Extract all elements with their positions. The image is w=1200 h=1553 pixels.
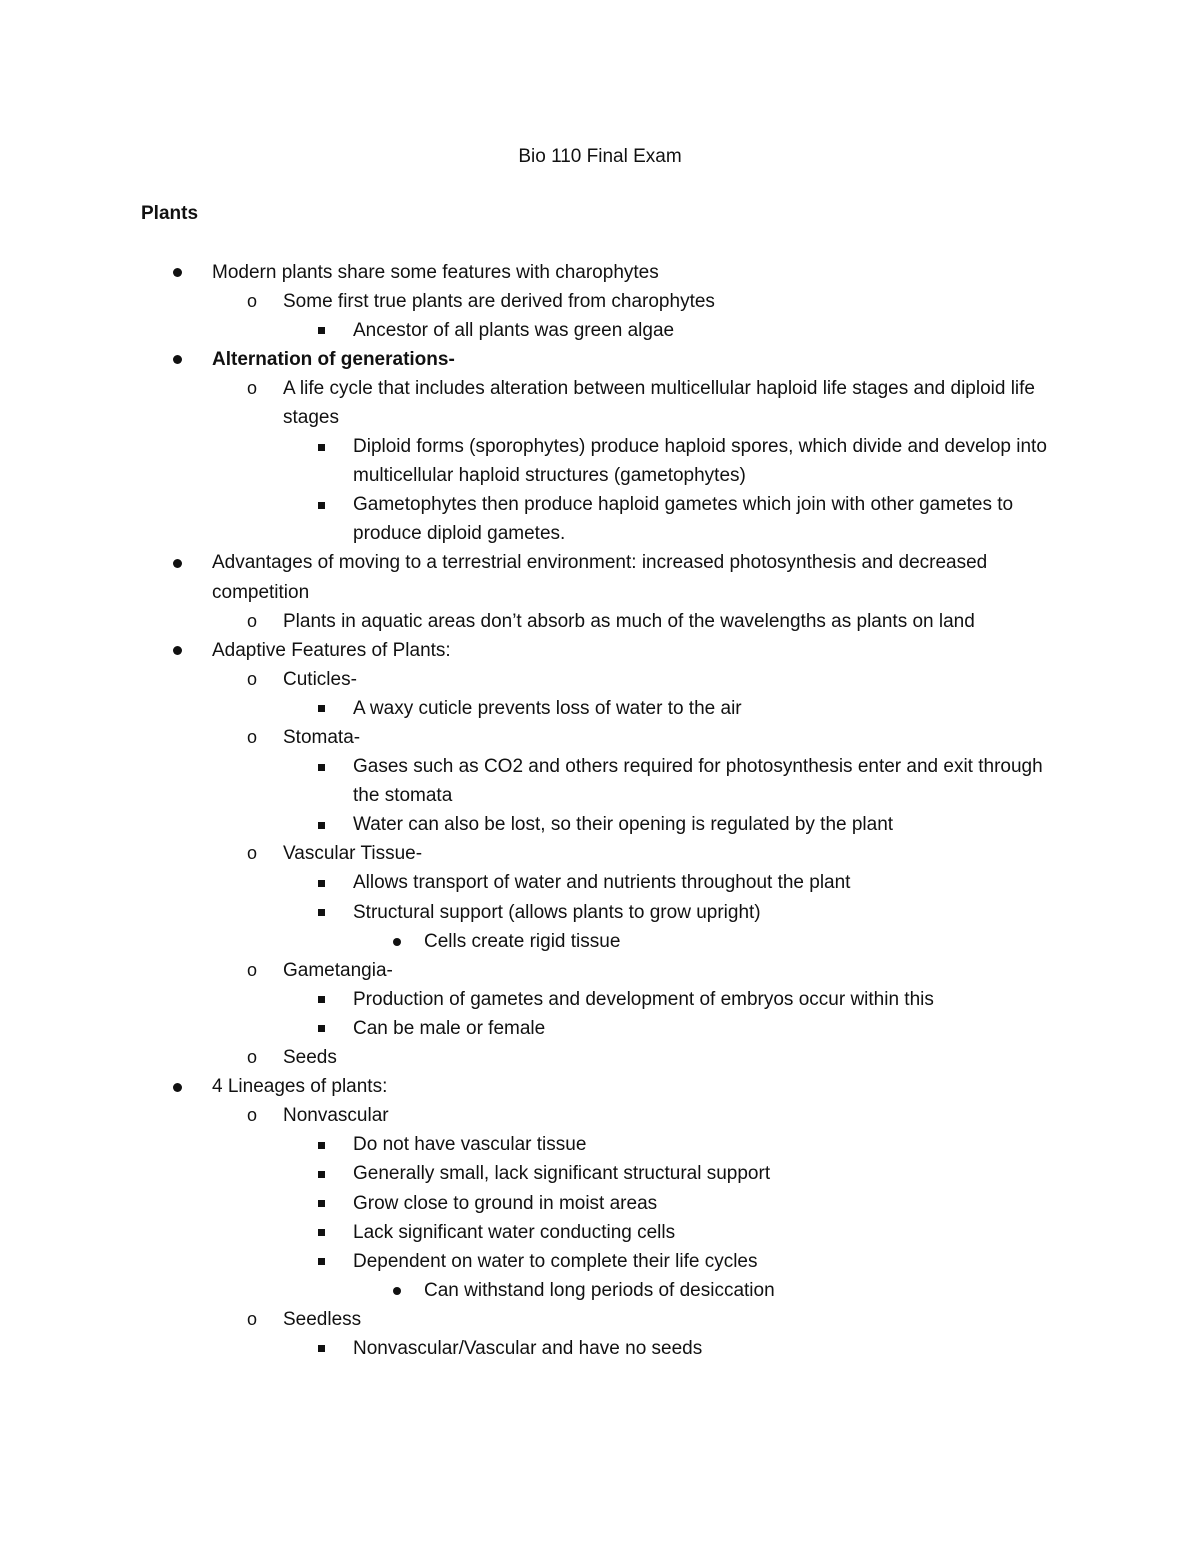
outline-item-text: Ancestor of all plants was green algae [353, 319, 675, 341]
square-bullet-icon [318, 868, 325, 897]
disc-bullet-icon [173, 636, 182, 665]
circle-bullet-icon: o [247, 668, 258, 689]
outline-item-level-1 [0, 956, 1055, 985]
outline-item-level-1 [0, 287, 1055, 316]
square-bullet-icon [318, 490, 325, 519]
outline-item-level-2 [0, 1014, 1053, 1043]
outline-item-text: A waxy cuticle prevents loss of water to the air [353, 697, 742, 719]
section-heading: Plants [141, 203, 199, 224]
outline-item-text: Seeds [283, 1047, 337, 1069]
square-bullet-icon [318, 810, 325, 839]
circle-bullet-icon: o [247, 1105, 258, 1126]
disc-bullet-icon [393, 1276, 401, 1305]
outline-item-level-1 [0, 839, 1055, 868]
outline-item-level-2 [0, 1218, 1053, 1247]
square-bullet-icon [318, 1130, 325, 1159]
outline-item-level-2 [0, 752, 1053, 810]
square-bullet-icon [318, 694, 325, 723]
outline-item-level-0 [0, 258, 1030, 287]
disc-bullet-icon [173, 258, 182, 287]
outline-item-text: Allows transport of water and nutrients throughout the plant [353, 872, 851, 894]
square-bullet-icon [318, 316, 325, 345]
circle-bullet-icon: o [247, 290, 258, 311]
square-bullet-icon [318, 898, 325, 927]
outline-item-level-0 [0, 636, 1030, 665]
outline-item-text: Advantages of moving to a terrestrial environment: increased photosynthesis and decreased competition [212, 552, 988, 603]
outline-item-level-1 [0, 1101, 1055, 1130]
outline-item-level-2 [0, 1334, 1053, 1363]
disc-bullet-icon [173, 548, 182, 577]
circle-bullet-icon: o [247, 377, 258, 398]
square-bullet-icon [318, 1334, 325, 1363]
outline-item-text: Seedless [283, 1308, 362, 1330]
outline-item-level-2 [0, 694, 1053, 723]
outline-item-level-1 [0, 665, 1055, 694]
outline-item-text: Nonvascular [283, 1105, 389, 1127]
outline-item-level-2 [0, 1130, 1053, 1159]
outline-item-text: Gametophytes then produce haploid gametes which join with other gametes to produce diploid gametes. [353, 494, 1014, 545]
outline-item-text: Do not have vascular tissue [353, 1134, 587, 1156]
outline-item-level-1 [0, 1043, 1055, 1072]
outline-item-text: Some first true plants are derived from charophytes [283, 290, 715, 312]
outline-item-level-2 [0, 490, 1053, 548]
document-title: Bio 110 Final Exam [518, 146, 682, 167]
outline-item-level-3 [0, 927, 1024, 956]
outline-item-text: Gases such as CO2 and others required for photosynthesis enter and exit through the stomata [353, 756, 1043, 807]
outline-item-text: Vascular Tissue- [283, 843, 423, 865]
outline-item-text: Modern plants share some features with charophytes [212, 261, 659, 283]
square-bullet-icon [318, 752, 325, 781]
outline-item-level-0 [0, 548, 1030, 606]
outline-item-text: Alternation of generations- [212, 348, 455, 370]
circle-bullet-icon: o [247, 1047, 258, 1068]
square-bullet-icon [318, 985, 325, 1014]
outline-item-level-0 [0, 1072, 1030, 1101]
outline-item-level-3 [0, 1276, 1024, 1305]
outline-item-text: Grow close to ground in moist areas [353, 1192, 658, 1214]
square-bullet-icon [318, 1189, 325, 1218]
outline-item-text: Generally small, lack significant structural support [353, 1163, 771, 1185]
outline-item-text: Can be male or female [353, 1017, 546, 1039]
outline-item-level-2 [0, 868, 1053, 897]
outline-item-text: Nonvascular/Vascular and have no seeds [353, 1337, 703, 1359]
outline-item-text: Lack significant water conducting cells [353, 1221, 676, 1243]
outline-item-level-1 [0, 607, 1055, 636]
outline-item-level-0 [0, 345, 1030, 374]
square-bullet-icon [318, 432, 325, 461]
square-bullet-icon [318, 1014, 325, 1043]
outline-item-level-2 [0, 898, 1053, 927]
circle-bullet-icon: o [247, 610, 258, 631]
circle-bullet-icon: o [247, 727, 258, 747]
outline-item-text: Dependent on water to complete their life cycles [353, 1250, 758, 1272]
disc-bullet-icon [393, 927, 401, 956]
outline-item-level-2 [0, 985, 1053, 1014]
outline-item-level-1 [0, 374, 1055, 432]
outline-item-level-2 [0, 1189, 1053, 1218]
outline-item-text: Plants in aquatic areas don’t absorb as much of the wavelengths as plants on land [283, 610, 975, 632]
bullet-outline [0, 258, 1200, 1364]
outline-item-text: 4 Lineages of plants: [212, 1076, 388, 1098]
outline-item-level-2 [0, 810, 1053, 839]
outline-item-text: Water can also be lost, so their opening is regulated by the plant [353, 814, 894, 836]
circle-bullet-icon: o [247, 1308, 258, 1329]
square-bullet-icon [318, 1247, 325, 1276]
outline-item-text: Cuticles- [283, 668, 357, 690]
outline-item-text: A life cycle that includes alteration between multicellular haploid life stages and diploid life stages [283, 377, 1035, 428]
outline-item-text: Diploid forms (sporophytes) produce haploid spores, which divide and develop into multicellular haploid structures (gametophytes) [353, 436, 1047, 487]
disc-bullet-icon [173, 1072, 182, 1101]
outline-item-text: Production of gametes and development of embryos occur within this [353, 988, 934, 1010]
outline-item-text: Cells create rigid tissue [424, 930, 621, 952]
square-bullet-icon [318, 1218, 325, 1247]
outline-item-level-1 [0, 1305, 1055, 1334]
outline-item-level-2 [0, 432, 1053, 490]
outline-item-level-2 [0, 1159, 1053, 1188]
outline-item-level-2 [0, 316, 1053, 345]
outline-item-level-2 [0, 1247, 1053, 1276]
outline-item-level-1 [0, 723, 1055, 752]
circle-bullet-icon: o [247, 959, 258, 980]
outline-item-text: Gametangia- [283, 959, 393, 981]
outline-item-text: Can withstand long periods of desiccation [424, 1279, 775, 1301]
outline-item-text: Stomata- [283, 727, 361, 748]
outline-item-text: Adaptive Features of Plants: [212, 639, 451, 661]
square-bullet-icon [318, 1159, 325, 1188]
circle-bullet-icon: o [247, 843, 258, 864]
outline-item-text: Structural support (allows plants to grow upright) [353, 901, 761, 923]
disc-bullet-icon [173, 345, 182, 374]
